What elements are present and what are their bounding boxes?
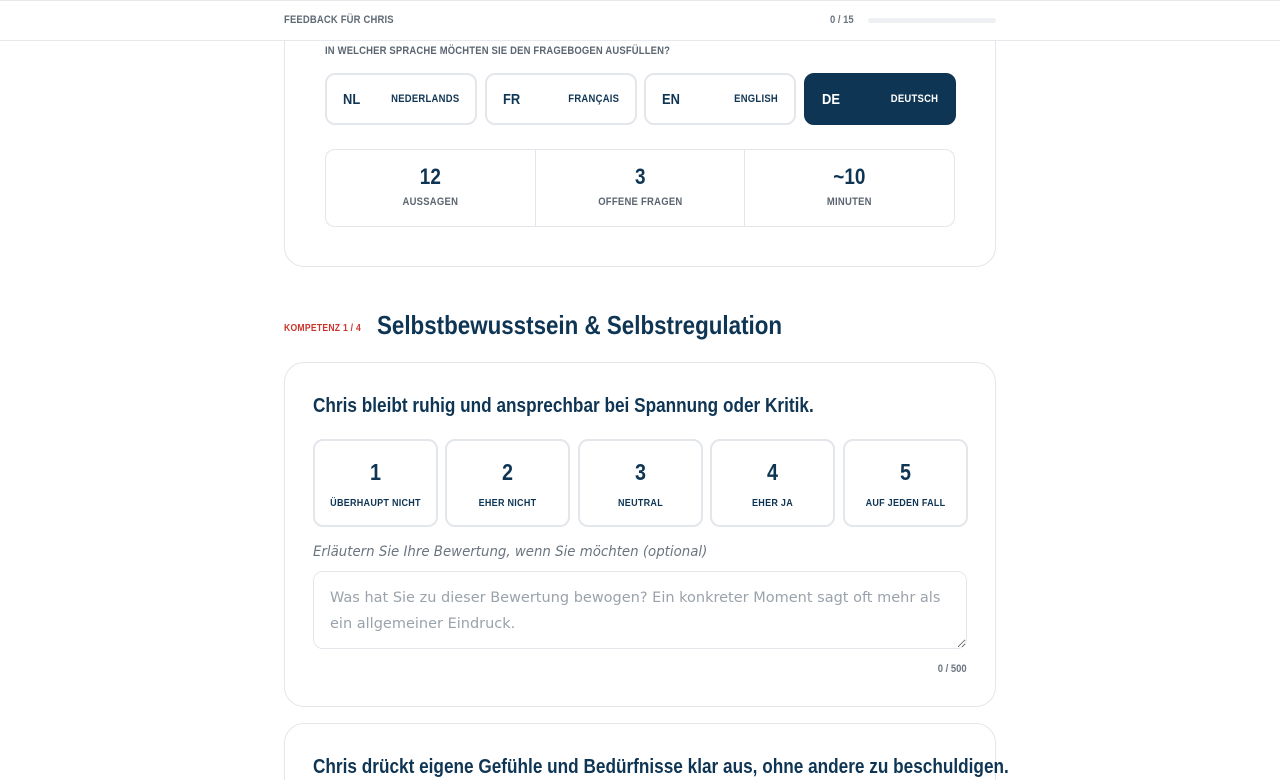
language-option-en[interactable] <box>644 73 796 125</box>
language-option-nl[interactable] <box>325 73 477 125</box>
stat-value: 12 <box>419 164 441 189</box>
rating-option-2[interactable] <box>445 439 570 527</box>
rating-label: ÜBERHAUPT NICHT <box>330 497 421 509</box>
language-code: NL <box>343 91 361 108</box>
rating-option-1[interactable] <box>313 439 438 527</box>
comment-textarea[interactable] <box>313 571 967 649</box>
progress-bar <box>868 18 996 23</box>
stat-value: 3 <box>634 164 646 189</box>
progress-count: 0 / 15 <box>830 14 854 26</box>
language-question: IN WELCHER SPRACHE MÖCHTEN SIE DEN FRAGEBOGEN AUSFÜLLEN? <box>325 45 671 57</box>
language-name: FRANÇAIS <box>568 93 619 105</box>
language-name: NEDERLANDS <box>390 93 459 105</box>
stat-value: ~10 <box>833 164 866 189</box>
rating-value: 4 <box>766 459 778 485</box>
stat-open-questions <box>536 150 746 226</box>
question-card <box>284 362 996 707</box>
rating-value: 3 <box>634 459 646 485</box>
stat-label: MINUTEN <box>827 196 873 208</box>
rating-label: NEUTRAL <box>618 497 663 509</box>
stat-statements <box>326 150 536 226</box>
survey-stats <box>325 149 955 227</box>
language-code: EN <box>662 91 680 108</box>
top-bar <box>0 0 1280 41</box>
section-kicker: KOMPETENZ 1 / 4 <box>284 323 361 334</box>
rating-value: 2 <box>501 459 513 485</box>
section-title: Selbstbewusstsein & Selbstregulation <box>377 310 783 340</box>
rating-option-3[interactable] <box>578 439 703 527</box>
stat-minutes <box>745 150 954 226</box>
language-option-fr[interactable] <box>485 73 637 125</box>
rating-label: AUF JEDEN FALL <box>865 497 946 509</box>
rating-option-4[interactable] <box>710 439 835 527</box>
rating-option-5[interactable] <box>843 439 968 527</box>
language-option-de[interactable] <box>804 73 956 125</box>
question-text: Chris drückt eigene Gefühle und Bedürfnisse klar aus, ohne andere zu beschuldigen. <box>313 756 1009 778</box>
rating-value: 5 <box>899 459 911 485</box>
rating-label: EHER NICHT <box>478 497 537 509</box>
language-code: DE <box>822 91 840 108</box>
language-code: FR <box>503 91 521 108</box>
rating-value: 1 <box>369 459 381 485</box>
section-header <box>284 308 996 344</box>
rating-label: EHER JA <box>752 497 793 509</box>
language-name: DEUTSCH <box>890 93 938 105</box>
language-name: ENGLISH <box>734 93 778 105</box>
comment-label: Erläutern Sie Ihre Bewertung, wenn Sie möchten (optional) <box>313 544 708 560</box>
page-title: FEEDBACK FÜR CHRIS <box>284 14 394 26</box>
stat-label: AUSSAGEN <box>402 196 459 208</box>
stat-label: OFFENE FRAGEN <box>597 196 683 208</box>
question-card <box>284 723 1009 780</box>
question-text: Chris bleibt ruhig und ansprechbar bei Spannung oder Kritik. <box>313 395 814 417</box>
character-count: 0 / 500 <box>938 663 967 675</box>
